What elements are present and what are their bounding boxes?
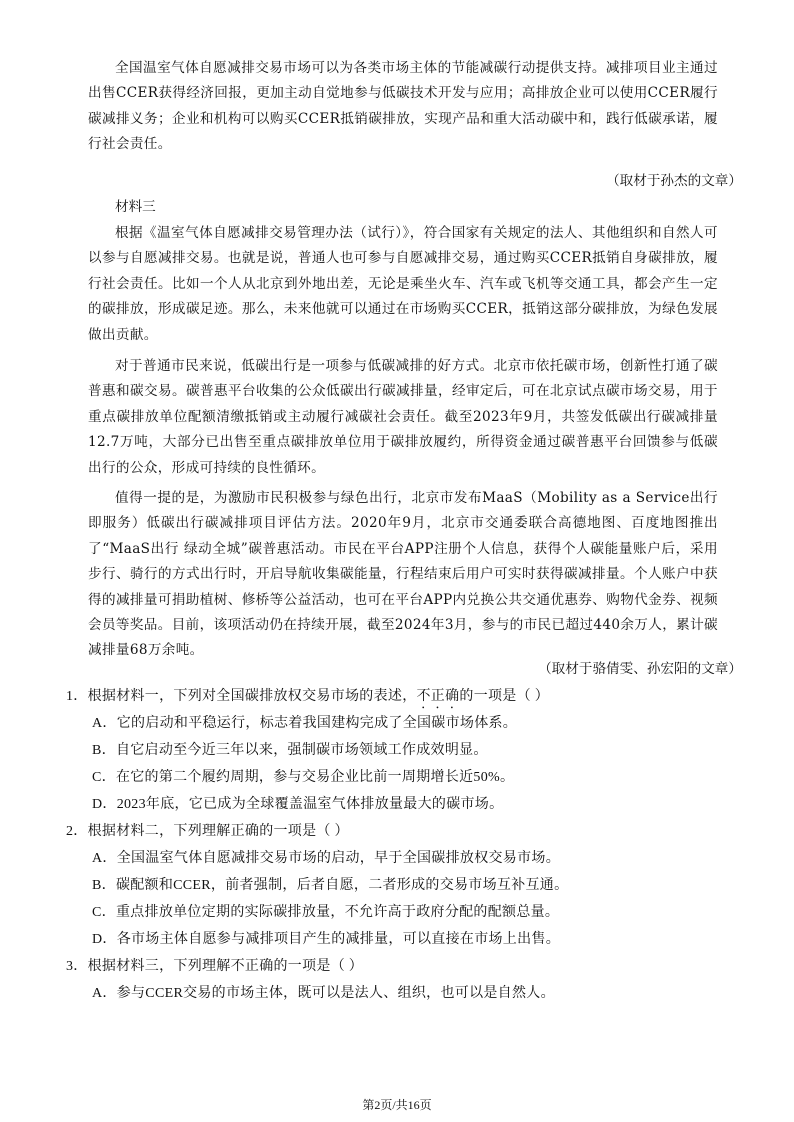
question-1-emphasis: 不正确 [416,689,460,704]
question-3-stem: 3．根据材料三，下列理解不正确的一项是（ ） [66,959,364,974]
question-3-option-a: A．参与CCER交易的市场主体，既可以是法人、组织，也可以是自然人。 [92,986,555,1001]
material3-paragraph-2: 对于普通市民来说，低碳出行是一项参与低碳减排的好方式。北京市依托碳市场，创新性打通了碳普惠和碳交易。碳普惠平台收集的公众低碳出行碳减排量，经审定后，可在北京试点碳市场交易，用于重点碳排放单位配额清缴抵销或主动履行减碳社会责任。截至2023年9月，共签发低碳出行碳减排量12.7万吨，大部分已出售至重点碳排放单位用于碳排放履约，所得资金通过碳普惠平台回馈参与低碳出行的公众，形成可持续的良性循环。 [88,358,718,476]
question-2-option-c: C．重点排放单位定期的实际碳排放量，不允许高于政府分配的配额总量。 [92,905,560,920]
question-2-option-d: D．各市场主体自愿参与减排项目产生的减排量，可以直接在市场上出售。 [92,932,561,947]
material2-paragraph: 全国温室气体自愿减排交易市场可以为各类市场主体的节能减碳行动提供支持。减排项目业主通过出售CCER获得经济回报，更加主动自觉地参与低碳技术开发与应用；高排放企业可以使用CCER履行碳减排义务；企业和机构可以购买CCER抵销碳排放，实现产品和重大活动碳中和，践行低碳承诺，履行社会责任。 [88,60,718,153]
material2-source: （取材于孙杰的文章） [606,173,742,189]
question-1-option-a: A．它的启动和平稳运行，标志着我国建构完成了全国碳市场体系。 [92,716,518,731]
material3-heading: 材料三 [115,199,156,215]
question-2-stem: 2．根据材料二，下列理解正确的一项是（ ） [66,824,349,839]
page-number: 第2页/共16页 [362,1098,432,1112]
material3-source: （取材于骆倩雯、孙宏阳的文章） [538,661,742,677]
question-1-stem-after: 的一项是（ ） [459,689,550,704]
question-1-stem-before: 1．根据材料一，下列对全国碳排放权交易市场的表述， [66,689,417,704]
material3-paragraph-3: 值得一提的是，为激励市民积极参与绿色出行，北京市发布MaaS（Mobility as a Service出行即服务）低碳出行碳减排项目评估方法。2020年9月，北京市交通委联合高德地图、百度地图推出了“MaaS出行 绿动全城”碳普惠活动。市民在平台APP注册个人信息，获得个人碳能量账户后，采用步行、骑行的方式出行时，开启导航收集碳能量，行程结束后用户可实时获得碳减排量。个人账户中获得的减排量可捐助植树、修桥等公益活动，也可在平台APP内兑换公共交通优惠券、购物代金券、视频会员等奖品。目前，该项活动仍在持续开展，截至2024年3月，参与的市民已超过440余万人，累计碳减排量68万余吨。 [88,490,718,659]
question-1-stem [66,686,726,712]
question-2-option-b: B．碳配额和CCER，前者强制，后者自愿，二者形成的交易市场互补互通。 [92,878,569,893]
question-1-option-d: D．2023年底，它已成为全球覆盖温室气体排放量最大的碳市场。 [92,797,504,812]
question-1-option-c: C．在它的第二个履约周期，参与交易企业比前一周期增长近50%。 [92,770,515,785]
question-1-option-b: B．自它启动至今近三年以来，强制碳市场领域工作成效明显。 [92,743,488,758]
material3-paragraph-1: 根据《温室气体自愿减排交易管理办法（试行）》，符合国家有关规定的法人、其他组织和自然人可以参与自愿减排交易。也就是说，普通人也可参与自愿减排交易，通过购买CCER抵销自身碳排放，履行社会责任。比如一个人从北京到外地出差，无论是乘坐火车、汽车或飞机等交通工具，都会产生一定的碳排放，形成碳足迹。那么，未来他就可以通过在市场购买CCER，抵销这部分碳排放，为绿色发展做出贡献。 [88,225,718,343]
question-2-option-a: A．全国温室气体自愿减排交易市场的启动，早于全国碳排放权交易市场。 [92,851,561,866]
